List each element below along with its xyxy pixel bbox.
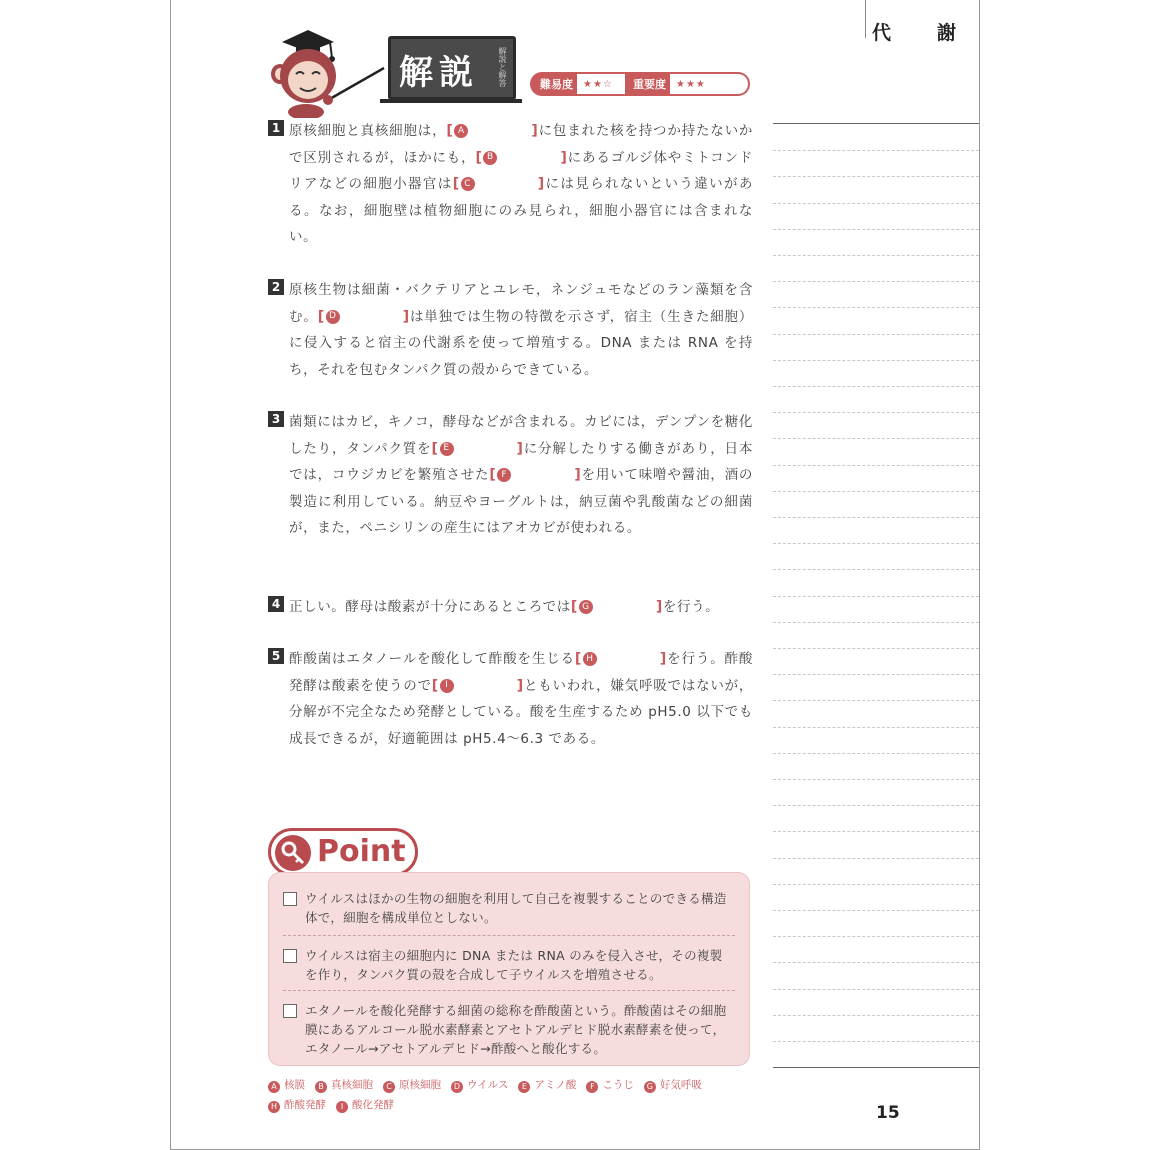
text-part: を行う。 — [662, 599, 720, 615]
text-part: 酢酸菌はエタノールを酸化して酢酸を生じる — [289, 651, 575, 667]
checkbox-icon[interactable] — [283, 1004, 297, 1018]
page-title: 解説 — [399, 53, 479, 93]
answer-item — [315, 1075, 373, 1095]
answer-item — [451, 1075, 508, 1095]
answer-blank — [432, 677, 524, 695]
answer-text: 酢酸発酵 — [284, 1099, 326, 1111]
note-rule — [773, 229, 979, 230]
answer-text: こうじ — [602, 1079, 634, 1091]
title-sub: 解説と解答 — [498, 47, 507, 87]
chapter-divider — [865, 0, 866, 38]
answer-marker: F — [586, 1081, 598, 1093]
text-part: ともいわれ，嫌気呼吸ではないが，分解が不完全なため発酵としている。酸を生産するため pH5.0 以下でも成長できるが，好適範囲は pH5.4〜6.3 である。 — [289, 677, 753, 747]
answer-key — [268, 1075, 750, 1115]
answer-marker: E — [518, 1081, 530, 1093]
note-rule — [773, 176, 979, 177]
answer-item — [383, 1075, 441, 1095]
answer-marker: C — [383, 1081, 395, 1093]
text-part: は単独では生物の特徴を示さず，宿主（生きた細胞）に侵入すると宿主の代謝系を使って増殖する。DNA または RNA を持ち，それを包むタンパク質の殻からできている。 — [289, 308, 753, 378]
blank-marker: [ I — [440, 679, 454, 693]
note-rule — [773, 936, 979, 937]
text-part: 原核細胞と真核細胞は， — [289, 123, 447, 139]
answer-text: 核膜 — [284, 1079, 305, 1091]
answer-blank — [575, 650, 667, 668]
checkbox-icon[interactable] — [283, 892, 297, 906]
answer-item — [586, 1075, 634, 1095]
point-row — [283, 990, 735, 1058]
note-rule — [773, 805, 979, 806]
point-row-text: エタノールを酸化発酵する細菌の総称を酢酸菌という。酢酸菌はその細胞膜にあるアルコール脱水素酵素とアセトアルデヒド脱水素酵素を使って，エタノール→アセトアルデヒド→酢酸へと酸化する。 — [305, 1003, 727, 1056]
note-rule — [773, 491, 979, 492]
point-row-text: ウイルスはほかの生物の細胞を利用して自己を複製することのできる構造体で，細胞を構成単位としない。 — [305, 891, 727, 925]
item-text — [289, 118, 753, 251]
note-rule — [773, 334, 979, 335]
blank-marker: [ B — [483, 151, 497, 165]
answer-marker: D — [451, 1081, 463, 1093]
note-rule — [773, 569, 979, 570]
item-text — [289, 646, 753, 752]
note-rule — [773, 1041, 979, 1042]
blank-marker: [ A — [454, 124, 468, 138]
blank-marker: [ G — [579, 600, 593, 614]
text-part: にあるゴルジ体やミトコンドリアなどの細胞小器官は — [289, 149, 753, 192]
blank-marker: [ C — [461, 177, 475, 191]
answer-blank — [432, 440, 524, 458]
explanation-item-4 — [268, 594, 753, 621]
text-part: には見られないという違いがある。なお，細胞壁は植物細胞にのみ見られ，細胞小器官には含まれない。 — [289, 176, 753, 245]
item-number: 5 — [268, 648, 284, 664]
note-rule — [773, 753, 979, 754]
importance-stars: ★★★ — [670, 74, 748, 94]
blank-marker: [ E — [440, 442, 454, 456]
item-number: 3 — [268, 411, 284, 427]
chapter-title-left: 代 — [872, 22, 892, 44]
note-rule — [773, 910, 979, 911]
note-rule — [773, 727, 979, 728]
answer-item — [268, 1095, 326, 1115]
notes-area — [773, 123, 979, 1068]
point-row — [283, 889, 735, 927]
item-number: 1 — [268, 120, 284, 136]
point-row-text: ウイルスは宿主の細胞内に DNA または RNA のみを侵入させ，その複製を作り，タンパク質の殻を合成して子ウイルスを増殖させる。 — [305, 948, 723, 982]
key-icon — [275, 835, 311, 871]
answer-item — [268, 1075, 305, 1095]
title-board — [388, 36, 516, 100]
monkey-teacher-icon — [262, 28, 387, 118]
text-part: に分解したりする働きがあり，日本では，コウジカビを繁殖させた — [289, 440, 753, 483]
note-rule — [773, 281, 979, 282]
note-rule — [773, 386, 979, 387]
answer-blank — [453, 175, 545, 193]
importance-label: 重要度 — [633, 78, 666, 91]
difficulty-stars: ★★☆ — [577, 74, 625, 94]
rating-pill — [530, 72, 750, 96]
answer-item — [644, 1075, 702, 1095]
answer-blank — [446, 122, 538, 140]
note-rule — [773, 412, 979, 413]
checkbox-icon[interactable] — [283, 949, 297, 963]
note-rule — [773, 884, 979, 885]
item-text — [289, 594, 753, 621]
note-rule — [773, 648, 979, 649]
blank-marker: [ F — [497, 468, 511, 482]
note-rule — [773, 203, 979, 204]
answer-text: 酸化発酵 — [352, 1099, 394, 1111]
answer-text: 真核細胞 — [331, 1079, 373, 1091]
answer-blank — [489, 466, 581, 484]
text-part: を用いて味噌や醤油，酒の製造に利用している。納豆やヨーグルトは，納豆菌や乳酸菌などの細菌が，また，ペニシリンの産生にはアオカビが使われる。 — [289, 467, 754, 536]
note-rule — [773, 831, 979, 832]
note-rule — [773, 438, 979, 439]
note-rule — [773, 517, 979, 518]
difficulty-label: 難易度 — [540, 78, 573, 91]
explanation-item-2 — [268, 277, 753, 383]
page-number: 15 — [876, 1103, 900, 1123]
text-part: 菌類にはカビ，キノコ，酵母などが含まれる。カビには，デンプンを糖化したり，タンパク質を — [289, 414, 753, 457]
explanation-item-1 — [268, 118, 753, 251]
answer-item — [518, 1075, 576, 1095]
answer-blank — [571, 598, 663, 616]
answer-marker: B — [315, 1081, 327, 1093]
point-badge — [268, 828, 418, 876]
answer-text: アミノ酸 — [534, 1079, 577, 1091]
note-rule — [773, 307, 979, 308]
answer-marker: A — [268, 1081, 280, 1093]
answer-blank — [318, 308, 410, 326]
note-rule — [773, 596, 979, 597]
note-rule — [773, 989, 979, 990]
blank-marker: [ H — [583, 652, 597, 666]
board-ledge — [380, 99, 522, 103]
blank-marker: [ D — [326, 310, 340, 324]
answer-text: ウイルス — [467, 1079, 509, 1091]
answer-marker: G — [644, 1081, 656, 1093]
point-box — [268, 872, 750, 1066]
text-part: に包まれた核を持つか持たないかで区別されるが，ほかにも， — [289, 123, 754, 166]
chapter-title-right: 謝 — [936, 22, 956, 44]
text-part: 正しい。酵母は酸素が十分にあるところでは — [289, 599, 571, 615]
answer-item — [336, 1095, 394, 1115]
note-rule — [773, 858, 979, 859]
answer-marker: I — [336, 1101, 348, 1113]
note-rule — [773, 360, 979, 361]
note-rule — [773, 465, 979, 466]
note-rule — [773, 779, 979, 780]
note-rule — [773, 674, 979, 675]
point-row — [283, 935, 735, 984]
text-part: を行う。酢酸発酵は酸素を使うので — [289, 651, 753, 694]
explanation-item-5 — [268, 646, 753, 752]
chapter-title — [872, 18, 956, 45]
item-number: 4 — [268, 596, 284, 612]
note-rule — [773, 1015, 979, 1016]
answer-text: 原核細胞 — [399, 1079, 441, 1091]
answer-marker: H — [268, 1101, 280, 1113]
item-number: 2 — [268, 279, 284, 295]
text-part: 原核生物は細菌・バクテリアとユレモ，ネンジュモなどのラン藻類を含む。 — [289, 282, 753, 325]
note-rule — [773, 622, 979, 623]
note-rule — [773, 543, 979, 544]
note-rule — [773, 255, 979, 256]
answer-blank — [475, 149, 567, 167]
note-rule — [773, 150, 979, 151]
item-text — [289, 409, 753, 542]
note-rule — [773, 700, 979, 701]
explanation-item-3 — [268, 409, 753, 542]
answer-text: 好気呼吸 — [659, 1079, 702, 1091]
item-text — [289, 277, 753, 383]
note-rule — [773, 962, 979, 963]
point-label: Point — [317, 834, 406, 869]
